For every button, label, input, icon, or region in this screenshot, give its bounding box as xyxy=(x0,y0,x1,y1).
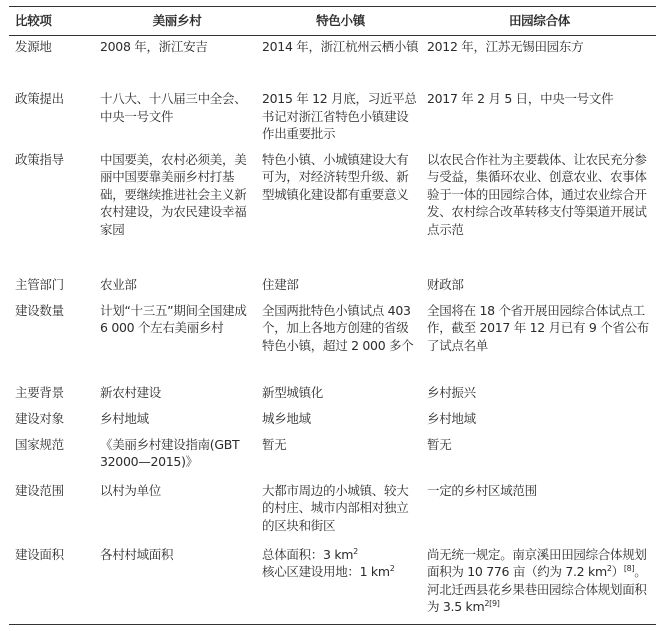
row-label: 建设数量 xyxy=(15,302,64,318)
row-label: 主要背景 xyxy=(15,384,64,400)
comparison-table xyxy=(9,6,656,625)
table-cell: 《美丽乡村建设指南(GBT 32000—2015)》 xyxy=(100,436,240,469)
row-label: 政策提出 xyxy=(15,91,64,106)
table-cell: 乡村地域 xyxy=(100,410,149,426)
header-pastoral-complex: 田园综合体 xyxy=(423,7,656,36)
table-cell: 2015 年 12 月底，习近平总书记对浙江省特色小镇建设作出重要批示 xyxy=(262,91,417,141)
row-label: 国家规范 xyxy=(15,436,64,452)
table-row xyxy=(9,408,656,434)
table-cell: 以村为单位 xyxy=(100,482,162,498)
area-text: ） xyxy=(611,564,624,579)
table-row xyxy=(9,382,656,408)
superscript: 2 xyxy=(606,563,612,573)
table-row xyxy=(9,274,656,300)
row-label: 主管部门 xyxy=(15,276,64,292)
table-cell: 计划“十三五”期间全国建成 6 000 个左右美丽乡村 xyxy=(100,302,247,335)
total-area-text: 总体面积：3 km xyxy=(262,546,354,562)
area-text: 尚无统一规定。南京溪田田园综合体规划面积为 10 776 亩（约为 7.2 km xyxy=(427,546,647,579)
table-row xyxy=(9,149,656,274)
table-row xyxy=(9,480,656,544)
table-cell: 财政部 xyxy=(427,276,464,292)
table-cell: 2008 年，浙江安吉 xyxy=(100,39,208,54)
table-row xyxy=(9,300,656,382)
table-cell: 农业部 xyxy=(100,276,137,292)
table-cell: 2017 年 2 月 5 日，中央一号文件 xyxy=(427,91,614,106)
table-cell: 中国要美，农村必须美，美丽中国要靠美丽乡村打基础，要继续推进社会主义新农村建设，为农民建设幸福家园 xyxy=(100,151,247,237)
row-label: 建设对象 xyxy=(15,410,64,426)
table-row xyxy=(9,434,656,480)
table-row xyxy=(9,88,656,149)
table-cell: 全国将在 18 个省开展田园综合体试点工作，截至 2017 年 12 月已有 9 个省公布了试点名单 xyxy=(427,302,650,353)
table-cell: 暂无 xyxy=(262,436,287,452)
table-cell: 大都市周边的小城镇、较大的村庄、城市内部相对独立的区块和街区 xyxy=(262,482,409,533)
table-cell: 十八大、十八届三中全会、中央一号文件 xyxy=(100,91,247,124)
table-cell: 暂无 xyxy=(427,436,452,452)
row-label: 发源地 xyxy=(15,39,52,54)
table-cell: 全国两批特色小镇试点 403 个，加上各地方创建的省级特色小镇，超过 2 000 多个 xyxy=(262,302,414,353)
table-header-row xyxy=(9,7,656,36)
table-cell: 特色小镇、小城镇建设大有可为，对经济转型升级、新型城镇化建设都有重要意义 xyxy=(262,151,409,202)
table-cell: 城乡地域 xyxy=(262,410,311,426)
table-cell xyxy=(258,544,423,625)
superscript: 2 xyxy=(484,598,490,608)
superscript: 2 xyxy=(389,563,395,573)
table-cell: 各村村域面积 xyxy=(96,544,258,625)
header-characteristic-town: 特色小镇 xyxy=(258,7,423,36)
row-label: 政策指导 xyxy=(15,151,64,167)
citation-ref: [8] xyxy=(623,563,635,573)
table-cell: 以农民合作社为主要载体、让农民充分参与受益，集循环农业、创意农业、农事体验于一体的田园综合体，通过农业综合开发、农村综合改革转移支付等渠道开展试点示范 xyxy=(427,151,647,237)
area-text: 。河北迁西县花乡果巷田园综合体规划面积为 3.5 km xyxy=(427,564,647,614)
header-beautiful-village: 美丽乡村 xyxy=(96,7,258,36)
table-cell: 乡村地域 xyxy=(427,410,476,426)
table-row xyxy=(9,36,656,89)
table-cell: 新农村建设 xyxy=(100,384,162,400)
table-cell: 2014 年，浙江杭州云栖小镇 xyxy=(262,39,419,54)
row-label: 建设面积 xyxy=(9,544,96,625)
table-cell xyxy=(423,544,656,625)
superscript: 2 xyxy=(353,546,358,556)
core-area-text: 核心区建设用地：1 km xyxy=(262,564,390,579)
row-label: 建设范围 xyxy=(15,482,64,498)
table-cell: 乡村振兴 xyxy=(427,384,476,400)
header-item: 比较项 xyxy=(9,7,96,36)
table-cell: 一定的乡村区域范围 xyxy=(427,482,537,498)
table-cell: 2012 年，江苏无锡田园东方 xyxy=(427,39,584,54)
table-cell: 新型城镇化 xyxy=(262,384,324,400)
table-cell: 住建部 xyxy=(262,276,299,292)
table-row xyxy=(9,544,656,625)
citation-ref: [9] xyxy=(489,598,500,608)
